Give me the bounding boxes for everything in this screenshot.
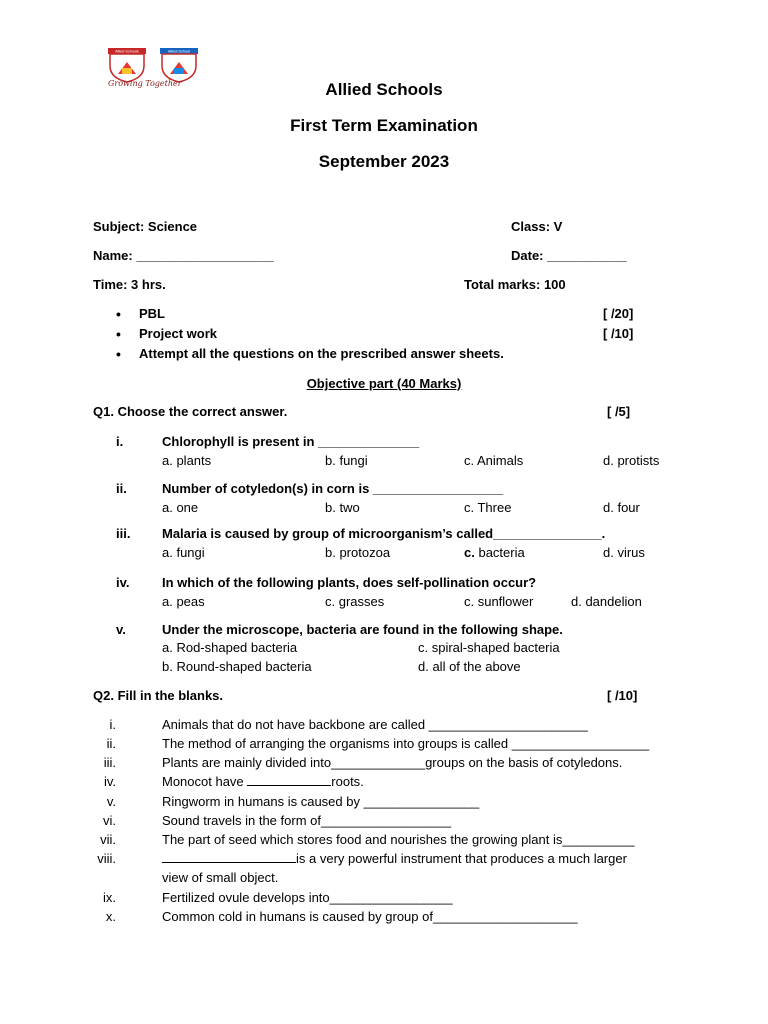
instruction-item: • PBL [116, 304, 504, 324]
option: c. grasses [325, 594, 385, 609]
option: d. four [603, 500, 640, 515]
total-marks-label: Total marks: 100 [464, 277, 566, 292]
question-number: iii. [116, 526, 131, 541]
school-motto: Growing Together [108, 79, 182, 88]
question-number: iv. [116, 575, 130, 590]
blank-text: Monocot have roots. [162, 774, 364, 789]
option: c. sunflower [464, 594, 534, 609]
option: d. virus [603, 545, 645, 560]
blank-text: Common cold in humans is caused by group of____________________ [162, 909, 578, 924]
option: a. Rod-shaped bacteria [162, 640, 298, 655]
option: b. Round-shaped bacteria [162, 659, 312, 674]
option: a. fungi [162, 545, 205, 560]
option: d. all of the above [418, 659, 521, 674]
time-label: Time: 3 hrs. [93, 277, 166, 292]
blank-text: Fertilized ovule develops into_________________ [162, 890, 453, 905]
class-label: Class: V [511, 219, 563, 234]
blank-text: Animals that do not have backbone are called ______________________ [162, 717, 588, 732]
blank-number: viii. [97, 851, 116, 866]
instruction-list [116, 304, 504, 364]
blank-number: x. [105, 909, 116, 924]
option: a. one [162, 500, 199, 515]
q1-marks: [ /5] [607, 404, 631, 419]
option: c. bacteria [464, 545, 525, 560]
q2-marks: [ /10] [607, 688, 638, 703]
blank-text: is a very powerful instrument that produces a much larger [162, 851, 627, 866]
q2-heading: Q2. Fill in the blanks. [93, 688, 224, 703]
option: b. two [325, 500, 360, 515]
blank-number: vii. [100, 832, 116, 847]
blank-number: i. [109, 717, 116, 732]
blank-number: v. [106, 794, 116, 809]
subject-label: Subject: Science [93, 219, 198, 234]
option: a. plants [162, 453, 212, 468]
question-text: In which of the following plants, does self-pollination occur? [162, 575, 537, 590]
option: b. fungi [325, 453, 368, 468]
blank-number: ix. [103, 890, 116, 905]
option: c. Three [464, 500, 512, 515]
q1-heading: Q1. Choose the correct answer. [93, 404, 288, 419]
question-text: Malaria is caused by group of microorganism’s called_______________. [162, 526, 606, 541]
instruction-item: • Project work [116, 324, 504, 344]
question-number: ii. [116, 481, 127, 496]
blank-text: Ringworm in humans is caused by ________________ [162, 794, 480, 809]
project-marks: [ /10] [603, 326, 634, 341]
question-text: Chlorophyll is present in ______________ [162, 434, 420, 449]
option: c. Animals [464, 453, 524, 468]
school-name: Allied Schools [325, 80, 443, 99]
exam-session: September 2023 [318, 152, 450, 171]
blank-number: vi. [103, 813, 116, 828]
section-title: Objective part (40 Marks) [306, 376, 462, 391]
blank-number: iii. [103, 755, 116, 770]
blank-text: Plants are mainly divided into_____________groups on the basis of cotyledons. [162, 755, 623, 770]
instruction-item: • Attempt all the questions on the prescribed answer sheets. [116, 344, 504, 364]
date-field: Date: ___________ [511, 248, 627, 263]
blank-text-continued: view of small object. [162, 870, 279, 885]
exam-title: First Term Examination [290, 116, 478, 135]
logo-right-text: Allied School [168, 49, 190, 54]
option: b. protozoa [325, 545, 391, 560]
blank-text: The method of arranging the organisms into groups is called ___________________ [162, 736, 650, 751]
blank-text: The part of seed which stores food and nourishes the growing plant is__________ [162, 832, 635, 847]
question-number: i. [116, 434, 124, 449]
name-field: Name: ___________________ [93, 248, 274, 263]
blank-text: Sound travels in the form of__________________ [162, 813, 452, 828]
question-text: Number of cotyledon(s) in corn is __________________ [162, 481, 504, 496]
blank-number: ii. [106, 736, 116, 751]
question-number: v. [116, 622, 126, 637]
option: d. protists [603, 453, 660, 468]
option: c. spiral-shaped bacteria [418, 640, 560, 655]
question-text: Under the microscope, bacteria are found in the following shape. [162, 622, 563, 637]
logo-left-text: Allied Schools [115, 49, 139, 54]
option: d. dandelion [571, 594, 642, 609]
pbl-marks: [ /20] [603, 306, 634, 321]
blank-number: iv. [103, 774, 116, 789]
option: a. peas [162, 594, 205, 609]
